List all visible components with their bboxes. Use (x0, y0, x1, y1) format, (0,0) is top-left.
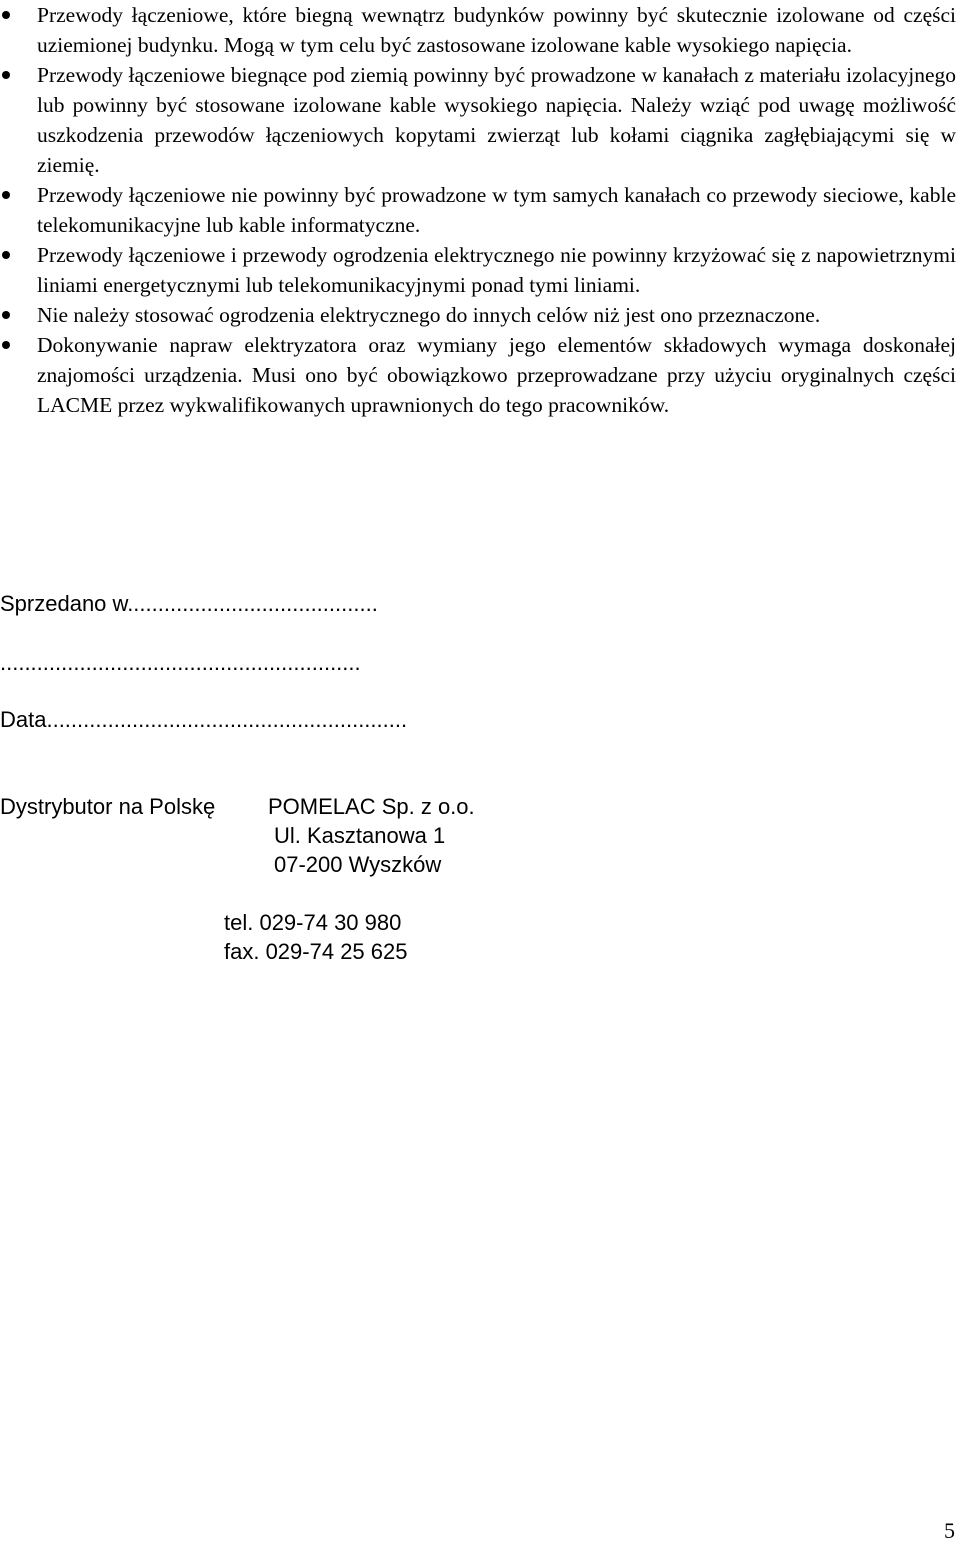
list-item (0, 60, 956, 180)
distributor-phone: tel. 029-74 30 980 (224, 910, 402, 935)
list-item-text: Przewody łączeniowe nie powinny być prowadzone w tym samych kanałach co przewody sieciowe, kable telekomunikacyjne lub kable informatyczne. (37, 183, 956, 237)
list-item (0, 180, 956, 240)
date-field: Data........................................................... (0, 707, 408, 732)
bullet-icon (2, 341, 10, 349)
bullet-icon (2, 251, 10, 259)
safety-instructions-list (0, 0, 956, 420)
distributor-company: POMELAC Sp. z o.o. (268, 794, 475, 819)
distributor-label: Dystrybutor na Polskę (0, 794, 216, 819)
distributor-street: Ul. Kasztanowa 1 (274, 823, 446, 848)
distributor-city: 07-200 Wyszków (274, 852, 442, 877)
bullet-icon (2, 11, 10, 19)
page-number: 5 (944, 1518, 955, 1543)
list-item (0, 330, 956, 420)
list-item-text: Przewody łączeniowe, które biegną wewnątrz budynków powinny być skutecznie izolowane od części uziemionej budynku. Mogą w tym celu być zastosowane izolowane kable wysokiego napięcia. (37, 3, 956, 57)
list-item-text: Przewody łączeniowe i przewody ogrodzenia elektrycznego nie powinny krzyżować się z napowietrznymi liniami energetycznymi lub telekomunikacyjnymi ponad tymi liniami. (37, 243, 956, 297)
bullet-icon (2, 191, 10, 199)
distributor-fax: fax. 029-74 25 625 (224, 939, 408, 964)
list-item (0, 240, 956, 300)
list-item-text: Dokonywanie napraw elektryzatora oraz wymiany jego elementów składowych wymaga doskonałej znajomości urządzenia. Musi ono być obowiązkowo przeprowadzane przy użyciu oryginalnych części LACME przez wykwalifikowanych uprawnionych do tego pracowników. (37, 333, 956, 417)
list-item (0, 0, 956, 60)
list-item (0, 300, 956, 330)
bullet-icon (2, 71, 10, 79)
sold-in-continuation-field: ........................................................... (0, 650, 361, 675)
bullet-icon (2, 311, 10, 319)
list-item-text: Nie należy stosować ogrodzenia elektrycznego do innych celów niż jest ono przeznaczone. (37, 303, 821, 327)
sold-in-field: Sprzedano w......................................... (0, 591, 378, 616)
list-item-text: Przewody łączeniowe biegnące pod ziemią powinny być prowadzone w kanałach z materiału izolacyjnego lub powinny być stosowane izolowane kable wysokiego napięcia. Należy wziąć pod uwagę możliwość uszkodzenia przewodów łączeniowych kopytami zwierząt lub kołami ciągnika zagłębiającymi się w ziemię. (37, 63, 956, 177)
